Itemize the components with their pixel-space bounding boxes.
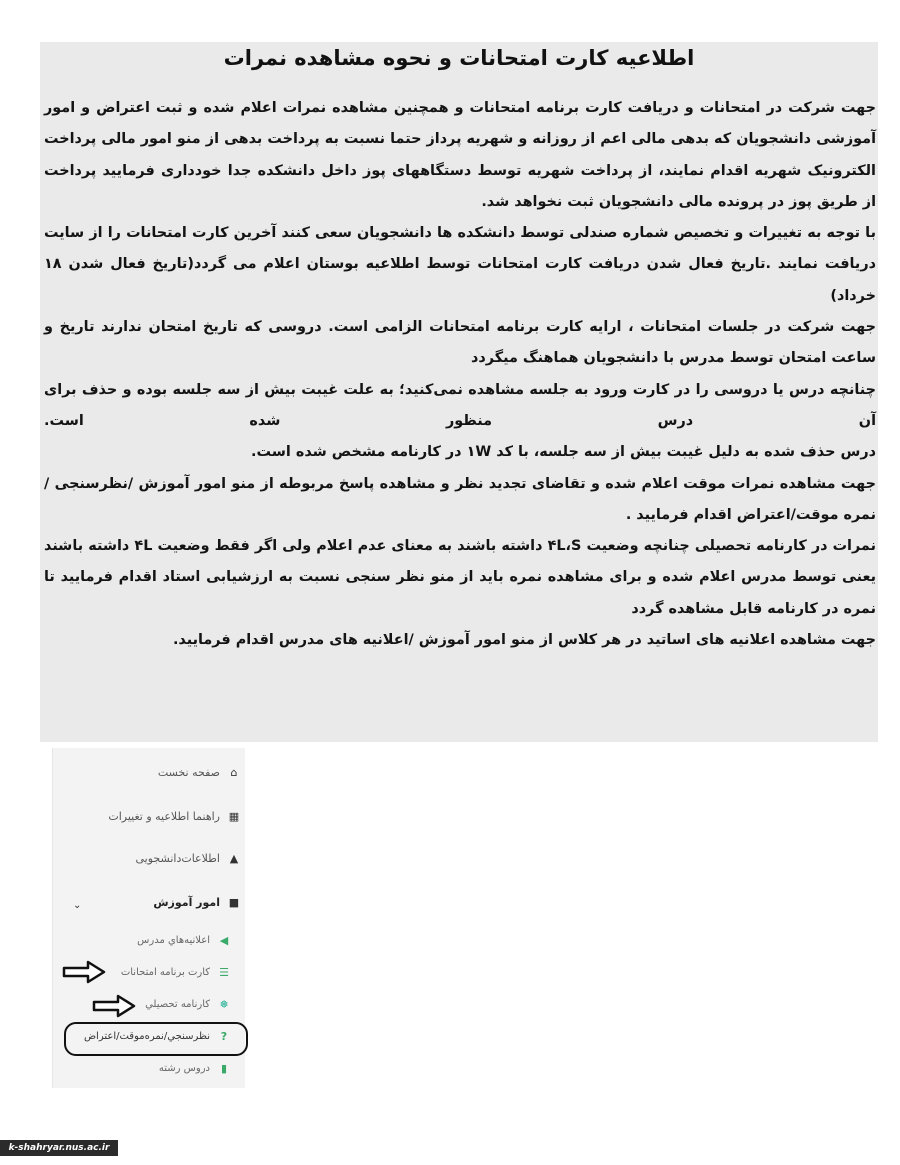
menu-label: راهنما اطلاعیه و تغییرات bbox=[108, 810, 220, 823]
paragraph: نمرات در کارنامه تحصیلی چنانچه وضعیت ۴L،S داشته باشند به معنای عدم اعلام ولی اگر فقط وضعیت ۴L داشته باشند یعنی توسط مدرس اعلام شده و برای مشاهده نمره باید از منو نظر سنجی نسبت به ارزشیابی استاد اقدام فرمایید تا نمره در کارنامه قابل مشاهده گردد bbox=[44, 538, 876, 617]
paragraph: چنانچه درس یا دروسی را در کارت ورود به جلسه مشاهده نمی‌کنید؛ به علت غیبت بیش از سه جلسه بوده و حذف برای آن درس منظور شده است. bbox=[44, 381, 876, 429]
announcement-body bbox=[44, 93, 876, 656]
menu-label: کارنامه تحصيلي bbox=[145, 999, 210, 1010]
page-title: اطلاعیه کارت امتحانات و نحوه مشاهده نمرات bbox=[223, 46, 695, 70]
menu-item-teacher-notices[interactable] bbox=[137, 934, 231, 947]
menu-item-guide[interactable] bbox=[108, 810, 241, 823]
sitemap-icon: ▦ bbox=[228, 810, 240, 823]
menu-label: اطلاعات‌دانشجویی bbox=[135, 852, 220, 865]
menu-item-student-info[interactable] bbox=[136, 852, 242, 865]
paragraph: با توجه به تغییرات و تخصیص شماره صندلی توسط دانشکده ها دانشجویان سعی کنند آخرین کارت امتحانات را از سایت دریافت نمایند .تاریخ فعال شدن دریافت کارت امتحانات توسط اطلاعیه بوستان اعلام می گردد(تاریخ فعال شدن ۱۸ خرداد) bbox=[44, 225, 876, 304]
menu-label: اعلانیه‌هاي مدرس bbox=[137, 935, 210, 946]
site-url: k-shahryar.nus.ac.ir bbox=[0, 1140, 118, 1156]
graduation-cap-icon: ▲ bbox=[229, 852, 239, 865]
home-icon: ⌂ bbox=[230, 766, 238, 779]
bullhorn-icon: ◀ bbox=[219, 934, 229, 947]
sidebar-menu bbox=[52, 748, 245, 1088]
paragraph: جهت مشاهده نمرات موقت اعلام شده و تقاضای تجدید نظر و مشاهده پاسخ مربوطه از منو امور آموزش /نظرسنجی /نمره موقت/اعتراض اقدام فرمایید . bbox=[44, 475, 876, 523]
menu-item-education[interactable] bbox=[153, 896, 241, 909]
snowflake-icon: ❅ bbox=[219, 998, 229, 1011]
menu-label: امور آموزش bbox=[153, 896, 220, 909]
menu-label: دروس رشته bbox=[158, 1063, 210, 1074]
menu-item-major-courses[interactable] bbox=[159, 1062, 231, 1075]
paragraph: درس حذف شده به دلیل غیبت بیش از سه جلسه، با کد ۱W در کارنامه مشخص شده است. bbox=[251, 444, 876, 461]
menu-item-exam-card[interactable] bbox=[121, 966, 231, 979]
arrow-right-icon bbox=[62, 960, 106, 984]
chevron-down-icon[interactable]: ⌄ bbox=[73, 900, 82, 911]
arrow-right-icon bbox=[92, 994, 136, 1018]
menu-item-home[interactable] bbox=[158, 766, 241, 779]
paragraph: جهت شرکت در امتحانات و دریافت کارت برنامه امتحانات و همچنین مشاهده نمرات اعلام شده و ثبت اعتراض و امور آموزشی دانشجویان که بدهی مالی اعم از روزانه و شهریه پرداز حتما نسبت به پرداخت بدهی از منو امور مالی پرداخت الکترونیک شهریه اقدام نمایند، از پرداخت شهریه توسط دستگاههای پوز داخل دانشکده جدا خودداری فرمایید پرداخت از طریق پوز در پرونده مالی دانشجویان ثبت نخواهد شد. bbox=[44, 100, 876, 210]
question-icon: ? bbox=[220, 1030, 228, 1043]
book-icon: ■ bbox=[228, 896, 240, 909]
paragraph: جهت مشاهده اعلانیه های اساتید در هر کلاس از منو امور آموزش /اعلانیه های مدرس اقدام فرمایید. bbox=[172, 632, 876, 649]
menu-item-transcript[interactable] bbox=[145, 998, 231, 1011]
menu-label: کارت برنامه امتحانات bbox=[120, 967, 210, 978]
menu-label: نظرسنجي/نمره‌موقت/اعتراض bbox=[83, 1031, 210, 1042]
paragraph: جهت شرکت در جلسات امتحانات ، ارایه کارت برنامه امتحانات الزامی است. دروسی که تاریخ امتحان ندارند تاریخ و ساعت امتحان توسط مدرس با دانشجویان هماهنگ میگردد bbox=[44, 319, 876, 367]
menu-label: صفحه نخست bbox=[157, 766, 220, 779]
bookmark-icon: ▮ bbox=[220, 1062, 228, 1075]
menu-item-survey[interactable] bbox=[84, 1030, 231, 1043]
list-icon: ☰ bbox=[219, 966, 229, 979]
